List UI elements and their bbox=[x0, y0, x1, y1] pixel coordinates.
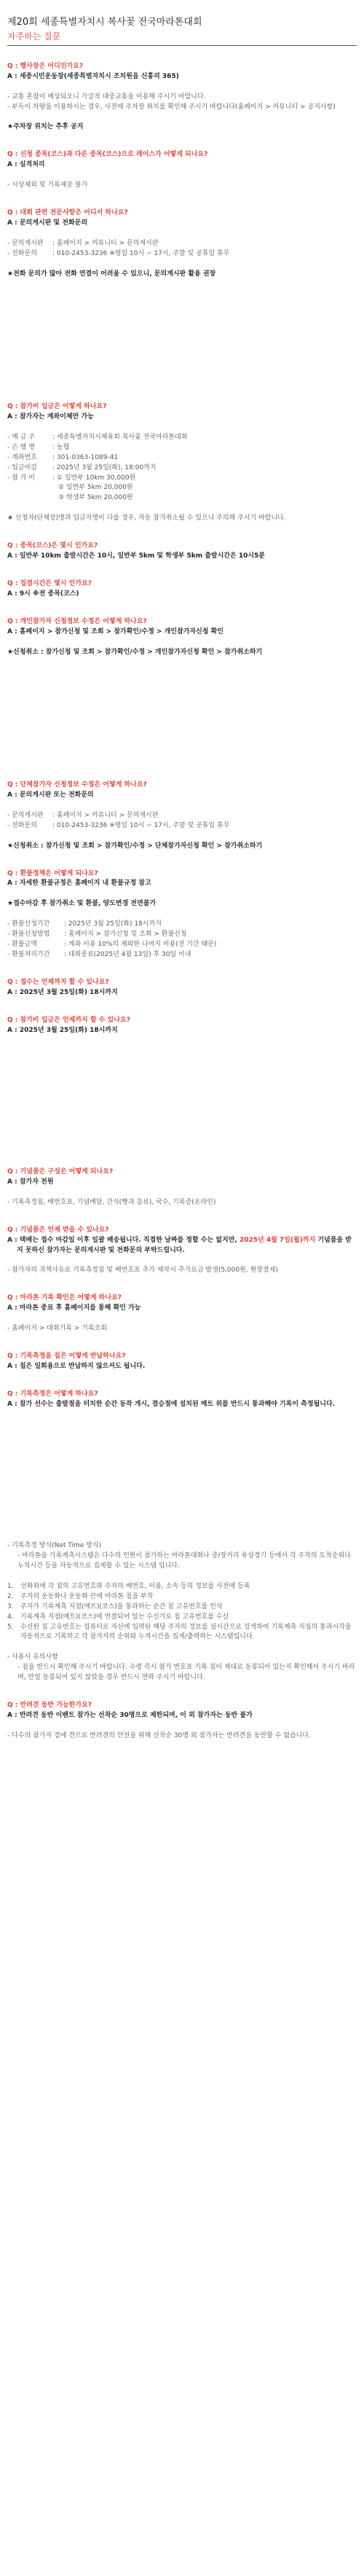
faq-question: Q : 집결시간은 몇시 인가요? bbox=[7, 580, 92, 588]
faq-question: Q : 기록측정은 어떻게 하나요? bbox=[7, 1390, 98, 1398]
faq-question: Q : 환불정책은 어떻게 되나요? bbox=[7, 869, 98, 877]
info-row: - 계좌번호 : 301-0363-1089-41 bbox=[7, 453, 119, 461]
faq-note: - 시상제외 및 기록제공 불가 bbox=[7, 181, 88, 189]
faq-answer: A : 2025년 3월 25일(화) 18시까지 bbox=[7, 1026, 118, 1034]
faq-star-note: ★주차장 위치는 추후 공지 bbox=[7, 123, 84, 131]
info-row: - 환불신청기간 : 2025년 3월 25일(화) 18시까지 bbox=[7, 920, 162, 928]
faq-note: - 기록측정칩, 배번호표, 기념메달, 간식(빵과 음료), 국수, 기록증(온라인) bbox=[7, 1198, 216, 1206]
faq-answer: A : 참가자는 계좌이체만 가능 bbox=[7, 412, 94, 420]
faq-note: - 칩을 반드시 확인해 주시기 바랍니다. 수령 즉시 참가 번호표 기록 칩이 제대로 동봉되어 있는지 확인해서 주시기 바라며, 만일 동봉되어 있지 않았을 경우 반드시 연락 주시기 바랍니다. bbox=[17, 1664, 355, 1682]
page-subtitle: 자주하는 질문 bbox=[7, 31, 61, 42]
info-row: - 전화문의 : 010-2453-3236 ※평일 10시 ~ 17시, 주말 및 공휴일 휴무 bbox=[7, 821, 230, 829]
faq-note: - 교통 혼잡이 예상되오니 가급적 대중교통을 이용해 주시기 바랍니다. bbox=[7, 93, 206, 101]
numbered-item: 4. 기록계측 지점(매트)(코스)에 연결되어 있는 수신기로 칩 고유번호를 수신 bbox=[7, 1613, 229, 1621]
fee-row: ② 일반부 5km 20,000원 bbox=[58, 484, 133, 492]
faq-question: Q : 마라톤 기록 확인은 어떻게 하나요? bbox=[7, 1294, 122, 1302]
numbered-item: 3. 주자가 기록계측 지점(매트)(코스)을 통과하는 순간 칩 고유번호를 인식 bbox=[7, 1602, 223, 1610]
info-row: - 전화문의 : 010-2453-3236 ※평일 10시 ~ 17시, 주말 및 공휴일 휴무 bbox=[7, 250, 230, 258]
info-row: - 문의게시판 : 홈페이지 > 커뮤니티 > 문의게시판 bbox=[7, 811, 159, 819]
faq-question: Q : 참가비 입금은 어떻게 하나요? bbox=[7, 402, 107, 410]
deadline-highlight: 2025년 4월 7일(월)까지 bbox=[239, 1236, 316, 1244]
faq-question: Q : 기록측정을 칩은 어떻게 반납하나요? bbox=[7, 1352, 126, 1361]
faq-star-note: ★접수마감 후 참가취소 및 환불, 양도변경 전면불가 bbox=[7, 900, 157, 908]
faq-question: Q : 종목(코스)은 몇시 인가요? bbox=[7, 542, 98, 550]
faq-note: - 기록측정 방식(Net Time 방식) bbox=[7, 1541, 102, 1549]
faq-question: Q : 신청 종목(코스)과 다른 종목(코스)으로 레이스가 어떻게 되나요? bbox=[7, 151, 208, 159]
faq-answer: A : 칩은 일회용으로 반납하지 않으셔도 됩니다. bbox=[7, 1363, 146, 1371]
faq-answer: A : 참가자 전원 bbox=[7, 1178, 54, 1186]
faq-question: Q : 반려견 동반 가능한가요? bbox=[7, 1702, 92, 1710]
faq-question: Q : 기념품은 구성은 어떻게 되나요? bbox=[7, 1167, 114, 1175]
numbered-item: 1. 선화위에 각 칩의 고유번호와 주자의 배번호, 이름, 소속 등의 정보를 사전에 등록 bbox=[7, 1582, 250, 1590]
faq-answer: A : 세종시민운동장(세종특별자치시 조치원읍 신흥리 365) bbox=[7, 72, 179, 80]
faq-question: Q : 접수는 언제까지 할 수 있나요? bbox=[7, 979, 109, 987]
info-row: - 참 가 비 : ① 일반부 10km 30,000원 bbox=[7, 474, 136, 482]
info-row: - 환불금액 : 계좌 이용 10%의 제외한 나머지 비용(전 기간 때문) bbox=[7, 941, 217, 949]
faq-question: Q : 기념품은 언제 받을 수 있나요? bbox=[7, 1226, 109, 1234]
faq-answer: A : 문의게시판 및 전화문의 bbox=[7, 219, 88, 227]
faq-note: - 참가자의 귀책사유로 기록측정칩 및 배번호표 추가 제작시 추가요금 발생(5,000원, 현장결제) bbox=[7, 1267, 278, 1275]
faq-note: - 다수의 참가자 겸에 견으로 반려견의 안전을 위해 선착순 30명 외 참가자는 반려견을 동반할 수 없습니다. bbox=[7, 1732, 311, 1740]
info-row: - 입금마감 : 2025년 3월 25일(화), 18:00까지 bbox=[7, 463, 157, 471]
info-row: - 환불신청방법 : 홈페이지 > 참가신청 및 조회 > 환불신청 bbox=[7, 931, 187, 939]
faq-answer: A : 문의게시판 또는 전화문의 bbox=[7, 791, 94, 799]
numbered-item: 2. 주자의 운동화나 운동화 끈에 마라톤 칩을 부착 bbox=[7, 1592, 154, 1600]
faq-star-note: ★ 신청자(단체장)명과 입금자명이 다를 경우, 자동 참가취소될 수 있으니 주의해 주시기 바랍니다. bbox=[7, 514, 286, 522]
faq-note: - 사용시 유의사항 bbox=[7, 1653, 58, 1661]
faq-answer: A : 9시 ※전 종목(코스) bbox=[7, 590, 79, 598]
faq-question: Q : 개인참가자 신청정보 수정은 어떻게 하나요? bbox=[7, 618, 147, 626]
numbered-item: 5. 수신된 칩 고유번호는 컴퓨터로 자신에 입력된 해당 주자의 정보를 실시간으로 검색하여 기록계측 지점의 통과시각을 자동적으로 기록하고 각 참가자의 순위와 누적시간을 집계/출력하는 시스템입니다. bbox=[7, 1623, 352, 1641]
faq-star-note: ★신청취소 : 참가신청 및 조회 > 참가확인/수정 > 개인참가자신청 확인 > 참가취소하기 bbox=[7, 648, 263, 656]
info-row: - 환불처리기간 : 대회종료(2025년 4월 13일) 후 30일 이내 bbox=[7, 951, 191, 959]
faq-question: Q : 대회 관련 전문사항은 어디서 하나요? bbox=[7, 209, 128, 217]
title-divider bbox=[7, 45, 357, 46]
info-row: - 예 금 주 : 세종특별자치시체육회 복사꽃 전국마라톤대회 bbox=[7, 433, 188, 441]
faq-answer: A : 참가 선수는 출발점을 터치한 순간 동작 개시, 결승점에 설치된 매트 위를 반드시 통과해야 기록이 측정됩니다. bbox=[7, 1401, 336, 1409]
faq-star-note: ★전화 문의가 많아 전화 연결이 어려울 수 있으니, 문의게시판 활용 권장 bbox=[7, 270, 216, 278]
info-row: - 은 행 명 : 농협 bbox=[7, 443, 70, 451]
faq-answer: A : 실격처리 bbox=[7, 161, 45, 169]
page-title: 제20회 세종특별자치시 복사꽃 전국마라톤대회 bbox=[7, 17, 202, 28]
faq-note: - 홈페이지 > 대회기록 > 기록조회 bbox=[7, 1325, 107, 1333]
faq-answer: A : 2025년 3월 25일(화) 18시까지 bbox=[7, 989, 118, 997]
faq-question: Q : 단체참가자 신청정보 수정은 어떻게 하나요? bbox=[7, 780, 147, 788]
faq-question: Q : 참가비 입금은 언제까지 할 수 있나요? bbox=[7, 1016, 130, 1024]
faq-answer: A : 홈페이지 > 참가신청 및 조회 > 참가확인/수정 > 개인참가자신청 확인 bbox=[7, 627, 223, 635]
faq-answer: A : 자세한 환불규정은 홈페이지 내 환불규정 참고 bbox=[7, 880, 151, 888]
faq-answer: A : 택배는 접수 마감일 이후 일괄 배송됩니다. 직접한 날짜를 정할 수는 없지만, 2025년 4월 7일(월)까지 기념품을 받지 못하신 참가자는 문의게시판 및 전화문의 부탁드립니다. bbox=[7, 1236, 352, 1254]
faq-answer: A : 반려견 동반 이벤트 참가는 선착순 30명으로 제한되며, 이 외 참가자는 동반 불가 bbox=[7, 1712, 253, 1720]
faq-answer: A : 일반부 10km 출발시간은 10시, 일반부 5km 및 학생부 5km 출발시간은 10시5분 bbox=[7, 552, 265, 560]
fee-row: ③ 학생부 5km 20,000원 bbox=[58, 494, 133, 502]
faq-note: - 부득이 차량을 이용하시는 경우, 사전에 주차장 위치를 확인해 주시기 바랍니다(홈페이지 > 커뮤니티 > 공지사항) bbox=[7, 103, 336, 111]
faq-note: - 마라톤을 기록계측시스템은 다수의 인원이 참가하는 마라톤대회나 중/장거리 육상경기 등에서 각 주자의 도착순위나 누적시간 등을 자동적으로 집계할 수 있는 시스템 입니다. bbox=[17, 1551, 351, 1570]
info-row: - 문의게시판 : 홈페이지 > 커뮤니티 > 문의게시판 bbox=[7, 240, 159, 248]
faq-star-note: ★신청취소 : 참가신청 및 조회 > 참가확인/수정 > 단체참가자신청 확인 > 참가취소하기 bbox=[7, 842, 263, 850]
faq-answer: A : 마라톤 종료 후 홈페이지를 통해 확인 가능 bbox=[7, 1304, 141, 1312]
faq-question: Q : 행사장은 어디인가요? bbox=[7, 62, 84, 70]
